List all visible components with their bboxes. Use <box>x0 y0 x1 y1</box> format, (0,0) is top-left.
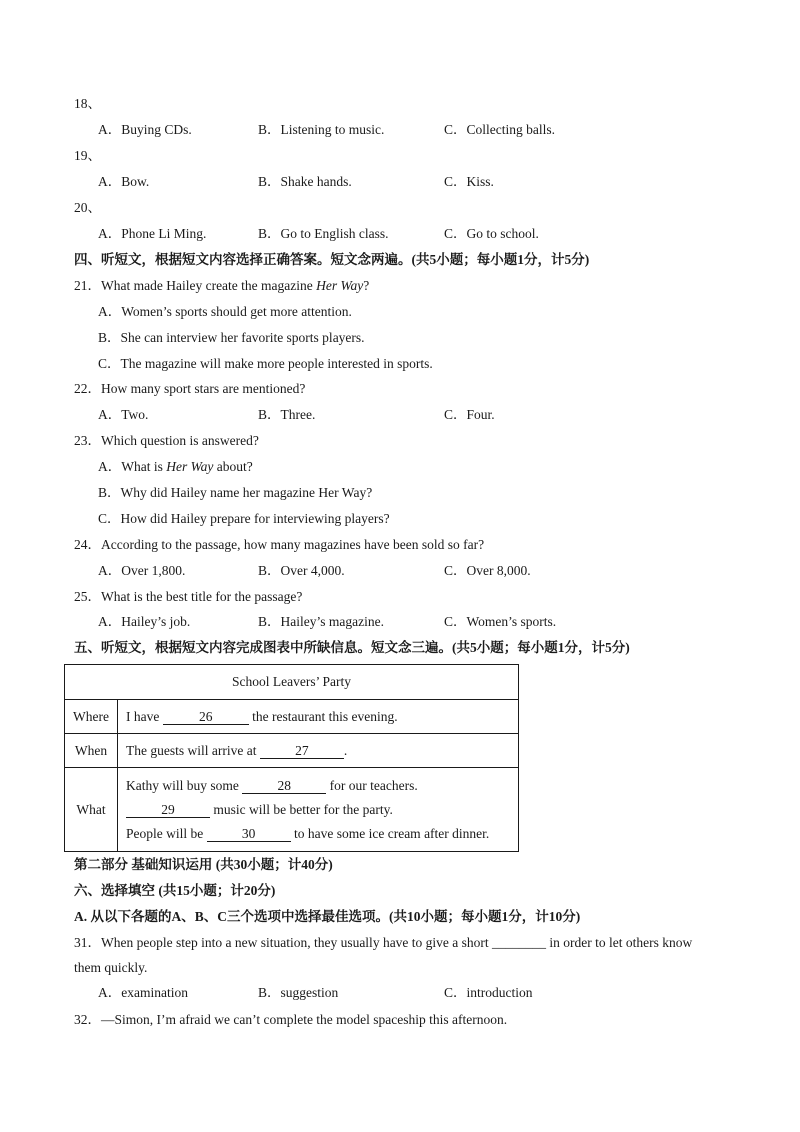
option-18-a: A．Buying CDs. <box>98 122 192 137</box>
party-info-table <box>64 664 519 852</box>
question-number-20: 20、 <box>74 200 101 215</box>
section-6-heading: 六、选择填空 (共15小题；计20分) <box>74 883 276 898</box>
option-31-a: A．examination <box>98 985 188 1000</box>
option-23-a: A．What is Her Way about? <box>98 459 253 474</box>
option-31-c: C．introduction <box>444 985 533 1000</box>
row-content-what <box>118 768 519 852</box>
option-19-c: C．Kiss. <box>444 174 494 189</box>
question-23-stem: 23．Which question is answered? <box>74 433 259 448</box>
magazine-title: Her Way <box>316 278 364 293</box>
section-5-heading: 五、听短文，根据短文内容完成图表中所缺信息。短文念三遍。(共5小题；每小题1分，计5分) <box>74 640 630 655</box>
table-title: School Leavers’ Party <box>65 665 519 700</box>
answer-blank-30: 30 <box>207 826 291 842</box>
option-23-c: C．How did Hailey prepare for interviewing players? <box>98 511 390 526</box>
row-content-when: The guests will arrive at 27 . <box>118 734 519 768</box>
part-2-heading: 第二部分 基础知识运用 (共30小题；计40分) <box>74 857 333 872</box>
row-label-what: What <box>65 768 118 852</box>
question-31-stem-line-1: 31．When people step into a new situation, they usually have to give a short ________ in order to let others know <box>74 935 693 950</box>
what-line-3: People will be 30 to have some ice cream after dinner. <box>126 825 490 841</box>
answer-blank-28: 28 <box>242 778 326 794</box>
option-19-b: B．Shake hands. <box>258 174 352 189</box>
option-25-b: B．Hailey’s magazine. <box>258 614 384 629</box>
answer-blank-26: 26 <box>163 709 249 725</box>
option-19-a: A．Bow. <box>98 174 150 189</box>
option-24-b: B．Over 4,000. <box>258 563 345 578</box>
option-25-c: C．Women’s sports. <box>444 614 557 629</box>
question-25-stem: 25．What is the best title for the passage? <box>74 589 303 604</box>
question-31-stem-line-2: them quickly. <box>74 960 148 975</box>
question-24-stem: 24．According to the passage, how many magazines have been sold so far? <box>74 537 485 552</box>
row-label-where: Where <box>65 700 118 734</box>
question-22-stem: 22．How many sport stars are mentioned? <box>74 381 306 396</box>
what-line-1: Kathy will buy some 28 for our teachers. <box>126 777 418 793</box>
option-21-a: A．Women’s sports should get more attention. <box>98 304 352 319</box>
option-20-c: C．Go to school. <box>444 226 539 241</box>
option-21-b: B．She can interview her favorite sports players. <box>98 330 365 345</box>
option-25-a: A．Hailey’s job. <box>98 614 191 629</box>
option-18-b: B．Listening to music. <box>258 122 385 137</box>
option-20-a: A．Phone Li Ming. <box>98 226 207 241</box>
option-20-b: B．Go to English class. <box>258 226 389 241</box>
option-31-b: B．suggestion <box>258 985 339 1000</box>
option-22-b: B．Three. <box>258 407 316 422</box>
section-4-heading: 四、听短文，根据短文内容选择正确答案。短文念两遍。(共5小题；每小题1分，计5分) <box>74 252 590 267</box>
question-number-19: 19、 <box>74 148 101 163</box>
question-number-18: 18、 <box>74 96 101 111</box>
answer-blank-29: 29 <box>126 802 210 818</box>
option-24-a: A．Over 1,800. <box>98 563 186 578</box>
option-22-c: C．Four. <box>444 407 495 422</box>
row-label-when: When <box>65 734 118 768</box>
option-24-c: C．Over 8,000. <box>444 563 531 578</box>
question-21-stem: 21．What made Hailey create the magazine Her Way? <box>74 278 370 293</box>
option-21-c: C．The magazine will make more people interested in sports. <box>98 356 433 371</box>
row-content-where: I have 26 the restaurant this evening. <box>118 700 519 734</box>
question-32-stem: 32．—Simon, I’m afraid we can’t complete the model spaceship this afternoon. <box>74 1012 508 1027</box>
what-line-2: 29 music will be better for the party. <box>126 798 518 822</box>
option-22-a: A．Two. <box>98 407 149 422</box>
option-18-c: C．Collecting balls. <box>444 122 555 137</box>
answer-blank-27: 27 <box>260 743 344 759</box>
subsection-a-heading: A. 从以下各题的A、B、C三个选项中选择最佳选项。(共10小题；每小题1分，计10分) <box>74 909 581 924</box>
option-23-b: B．Why did Hailey name her magazine Her Way? <box>98 485 373 500</box>
